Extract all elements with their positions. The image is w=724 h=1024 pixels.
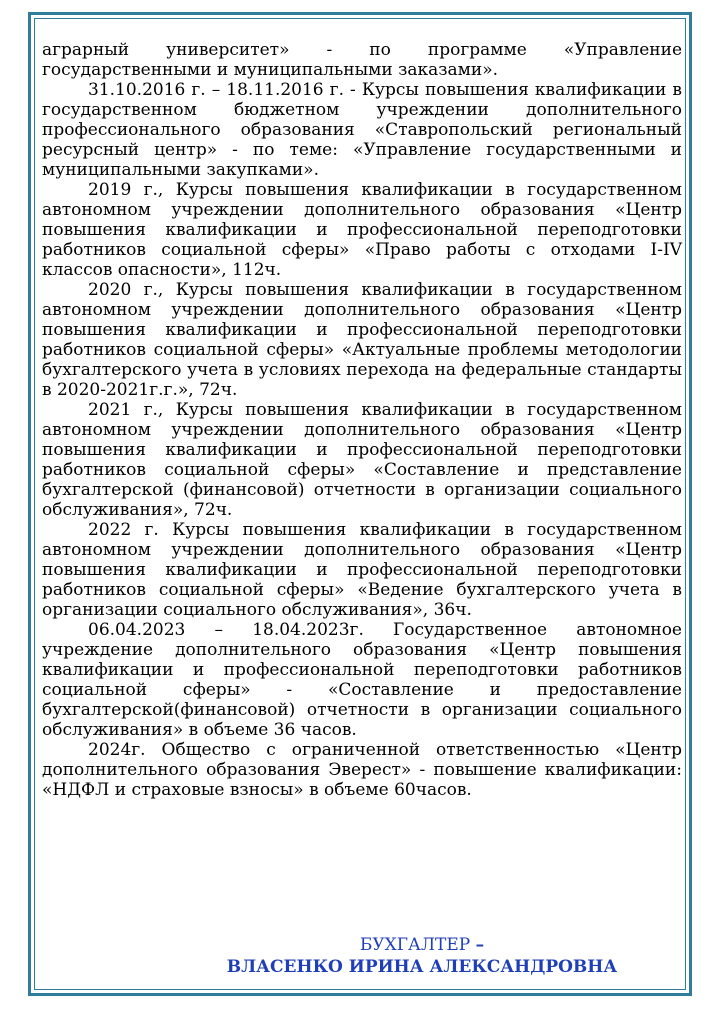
paragraph-course-2020: 2020 г., Курсы повышения квалификации в государственном автономном учреждении дополнительного образования «Центр повышения квалификации и профессиональной переподготовки работников социальной сферы» «Актуальные проблемы методологии бухгалтерского учета в условиях перехода на федеральные стандарты в 2020-2021г.г.», 72ч.: [42, 280, 682, 400]
signature-position: БУХГАЛТЕР: [359, 935, 471, 955]
paragraph-course-2019: 2019 г., Курсы повышения квалификации в государственном автономном учреждении дополнительного образования «Центр повышения квалификации и профессиональной переподготовки работников социальной сферы» «Право работы с отходами I-IV классов опасности», 112ч.: [42, 180, 682, 280]
paragraph-course-2022: 2022 г. Курсы повышения квалификации в государственном автономном учреждении дополнительного образования «Центр повышения квалификации и профессиональной переподготовки работников социальной сферы» «Ведение бухгалтерского учета в организации социального обслуживания», 36ч.: [42, 520, 682, 620]
paragraph-course-2016: 31.10.2016 г. – 18.11.2016 г. - Курсы повышения квалификации в государственном бюджетном учреждении дополнительного профессионального образования «Ставропольский региональный ресурсный центр» - по теме: «Управление государственными и муниципальными закупками».: [42, 80, 682, 180]
document-body: [42, 40, 682, 800]
paragraph-continuation: аграрный университет» - по программе «Управление государственными и муниципальными заказами».: [42, 40, 682, 80]
signature-name: ВЛАСЕНКО ИРИНА АЛЕКСАНДРОВНА: [226, 957, 618, 977]
signature-dash: –: [475, 935, 485, 955]
paragraph-course-2023: 06.04.2023 – 18.04.2023г. Государственное автономное учреждение дополнительного образования «Центр повышения квалификации и профессиональной переподготовки работников социальной сферы» - «Составление и предоставление бухгалтерской(финансовой) отчетности в организации социального обслуживания» в объеме 36 часов.: [42, 620, 682, 740]
paragraph-course-2024: 2024г. Общество с ограниченной ответственностью «Центр дополнительного образования Эверест» - повышение квалификации: «НДФЛ и страховые взносы» в объеме 60часов.: [42, 740, 682, 800]
signature-title: [42, 935, 682, 955]
paragraph-course-2021: 2021 г., Курсы повышения квалификации в государственном автономном учреждении дополнительного образования «Центр повышения квалификации и профессиональной переподготовки работников социальной сферы» «Составление и представление бухгалтерской (финансовой) отчетности в организации социального обслуживания», 72ч.: [42, 400, 682, 520]
